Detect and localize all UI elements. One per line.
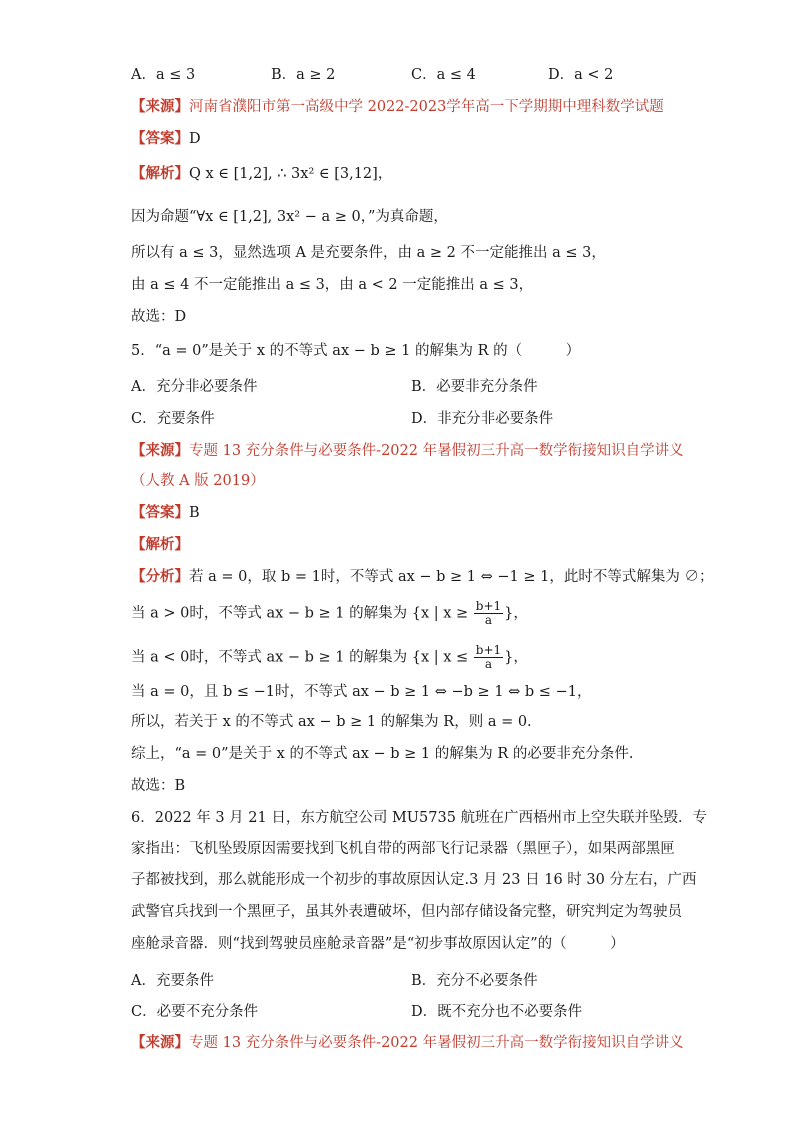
- q5-analysis-line-1: [131, 567, 713, 587]
- answer-tag: 【答案】: [131, 504, 189, 521]
- analysis-tag: 【分析】: [131, 568, 189, 585]
- q4-option-b: B．a ≥ 2: [271, 67, 336, 83]
- q5-option-a: A．充分非必要条件: [131, 379, 258, 395]
- q4-option-d: D．a < 2: [548, 67, 614, 83]
- q4-option-a: A．a ≤ 3: [131, 67, 196, 83]
- q4-explain-line-2: 因为命题“∀x ∈ [1,2], 3x² − a ≥ 0，”为真命题，: [131, 209, 448, 225]
- q6-source: 专题 13 充分条件与必要条件-2022 年暑假初三升高一数学衔接知识自学讲义: [189, 1035, 684, 1051]
- q6-option-b: B．充分不必要条件: [411, 973, 538, 989]
- q5-answer-line: [131, 503, 200, 523]
- q5-answer: B: [189, 505, 200, 521]
- fraction: [474, 644, 503, 671]
- q5-explain-line: [131, 535, 189, 555]
- q5-source-line-2: （人教 A 版 2019）: [131, 473, 265, 489]
- q5-choose: 故选：B: [131, 778, 186, 794]
- q4-explain-line-1: [131, 164, 392, 184]
- q5-analysis-line-5: 所以，若关于 x 的不等式 ax − b ≥ 1 的解集为 R，则 a = 0.: [131, 714, 532, 730]
- explain-tag: 【解析】: [131, 165, 189, 182]
- q6-stem-line-5: 座舱录音器．则“找到驾驶员座舱录音器”是“初步事故原因认定”的（ ）: [131, 936, 625, 952]
- explain-tag: 【解析】: [131, 536, 189, 553]
- q6-option-c: C．必要不充分条件: [131, 1004, 259, 1020]
- q4-answer: D: [189, 131, 201, 147]
- q6-stem-line-3: 子都被找到，那么就能形成一个初步的事故原因认定.3 月 23 日 16 时 30 分左右，广西: [131, 872, 697, 888]
- q6-source-line: [131, 1033, 684, 1053]
- q5-analysis-line-3: [131, 644, 528, 671]
- source-tag: 【来源】: [131, 98, 189, 115]
- q5-line-1: 若 a = 0，取 b = 1时，不等式 ax − b ≥ 1 ⇔ −1 ≥ 1，此时不等式解集为 ∅；: [189, 569, 714, 585]
- q5-line-2-pre: 当 a > 0时，不等式 ax − b ≥ 1 的解集为 {x | x ≥: [131, 605, 473, 622]
- q5-option-b: B．必要非充分条件: [411, 379, 538, 395]
- q4-source-line: [131, 97, 664, 117]
- answer-tag: 【答案】: [131, 130, 189, 147]
- q6-stem-line-1: 6．2022 年 3 月 21 日，东方航空公司 MU5735 航班在广西梧州市上空失联并坠毁．专: [131, 810, 708, 826]
- q5-stem: 5．“a = 0”是关于 x 的不等式 ax − b ≥ 1 的解集为 R 的（ ）: [131, 343, 581, 359]
- q5-analysis-line-6: 综上，“a = 0”是关于 x 的不等式 ax − b ≥ 1 的解集为 R 的必要非充分条件.: [131, 746, 634, 762]
- q6-stem-line-4: 武警官兵找到一个黑匣子，虽其外表遭破坏，但内部存储设备完整，研究判定为驾驶员: [131, 904, 682, 920]
- q4-explain-1: Q x ∈ [1,2], ∴ 3x² ∈ [3,12]，: [189, 166, 393, 182]
- q4-explain-line-4: 由 a ≤ 4 不一定能推出 a ≤ 3，由 a < 2 一定能推出 a ≤ 3，: [131, 277, 534, 293]
- q4-choose: 故选：D: [131, 309, 187, 325]
- source-tag: 【来源】: [131, 442, 189, 459]
- q5-option-c: C．充要条件: [131, 411, 215, 427]
- q5-source-line-1: [131, 441, 684, 461]
- q5-option-d: D．非充分非必要条件: [411, 411, 554, 427]
- q5-line-3-close: }，: [504, 649, 528, 666]
- fraction-denominator: a: [484, 613, 493, 627]
- fraction-numerator: b+1: [475, 599, 502, 613]
- source-tag: 【来源】: [131, 1034, 189, 1051]
- q5-source-1: 专题 13 充分条件与必要条件-2022 年暑假初三升高一数学衔接知识自学讲义: [189, 443, 684, 459]
- q4-answer-line: [131, 129, 201, 149]
- q6-stem-line-2: 家指出：飞机坠毁原因需要找到飞机自带的两部飞行记录器（黑匣子），如果两部黑匣: [131, 841, 675, 857]
- q4-explain-line-3: 所以有 a ≤ 3，显然选项 A 是充要条件，由 a ≥ 2 不一定能推出 a ≤ 3，: [131, 245, 606, 261]
- q5-analysis-line-2: [131, 600, 528, 627]
- q5-line-3-pre: 当 a < 0时，不等式 ax − b ≥ 1 的解集为 {x | x ≤: [131, 649, 473, 666]
- q4-option-c: C．a ≤ 4: [411, 67, 476, 83]
- fraction-denominator: a: [484, 657, 493, 671]
- q6-option-d: D．既不充分也不必要条件: [411, 1004, 583, 1020]
- q5-line-2-close: }，: [504, 605, 528, 622]
- q4-source: 河南省濮阳市第一高级中学 2022-2023学年高一下学期期中理科数学试题: [189, 99, 664, 115]
- fraction-numerator: b+1: [475, 643, 502, 657]
- q5-analysis-line-4: 当 a = 0，且 b ≤ −1时，不等式 ax − b ≥ 1 ⇔ −b ≥ 1 ⇔ b ≤ −1，: [131, 684, 592, 700]
- fraction: [474, 600, 503, 627]
- q6-option-a: A．充要条件: [131, 973, 214, 989]
